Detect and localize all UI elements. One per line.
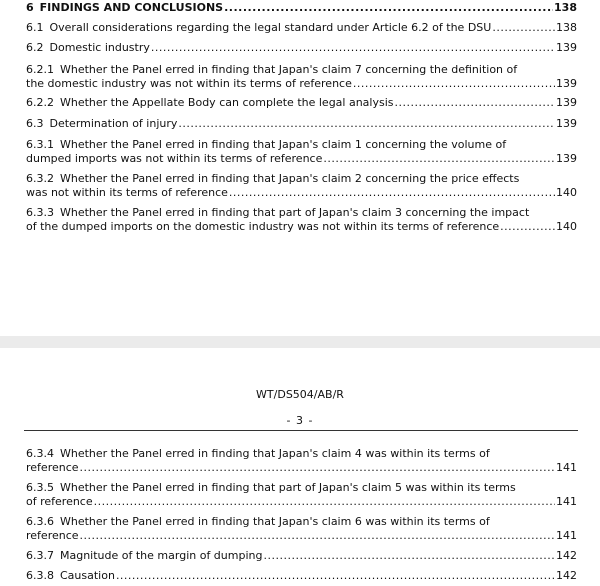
toc-entry[interactable] — [26, 96, 577, 110]
toc-entry[interactable] — [26, 117, 577, 131]
dot-leader — [263, 549, 555, 563]
toc-entry-page: 141 — [556, 495, 577, 508]
toc-entry-title-continued: the domestic industry was not within its terms of reference — [26, 77, 352, 90]
toc-entry-title-continued: reference — [26, 529, 79, 542]
toc-entry-page: 139 — [556, 41, 577, 54]
toc-entry[interactable] — [26, 63, 577, 91]
toc-entry-title: Whether the Panel erred in finding that Japan's claim 1 concerning the volume of — [60, 138, 507, 151]
dot-leader — [94, 495, 555, 509]
toc-entry-page: 138 — [554, 1, 577, 14]
toc-entry-page: 139 — [556, 117, 577, 130]
page-separator — [0, 336, 600, 348]
toc-entry-title: Whether the Panel erred in finding that Japan's claim 7 concerning the definition of — [60, 63, 518, 76]
dot-leader — [178, 117, 555, 131]
toc-entry-number: 6.3.1 — [26, 138, 54, 151]
dot-leader — [80, 529, 555, 543]
toc-entry-title: Whether the Panel erred in finding that Japan's claim 4 was within its terms of — [60, 447, 490, 460]
toc-entry-title-continued: reference — [26, 461, 79, 474]
toc-entry-title: Causation — [60, 569, 115, 582]
toc-entry-title: Determination of injury — [49, 117, 178, 130]
toc-entry-number: 6.3.6 — [26, 515, 54, 528]
toc-entry-title: Domestic industry — [49, 41, 150, 54]
toc-entry-title-continued: dumped imports was not within its terms of reference — [26, 152, 323, 165]
dot-leader — [229, 186, 555, 200]
dot-leader — [323, 152, 555, 166]
toc-entry-number: 6.2 — [26, 41, 44, 54]
toc-entry-page: 141 — [556, 461, 577, 474]
toc-entry[interactable] — [26, 41, 577, 55]
toc-entry-number: 6.3.3 — [26, 206, 54, 219]
toc-entry[interactable] — [26, 172, 577, 200]
toc-entry[interactable] — [26, 515, 577, 543]
toc-entry-number: 6.2.1 — [26, 63, 54, 76]
toc-entry-page: 142 — [556, 569, 577, 582]
toc-entry-number: 6.3.7 — [26, 549, 54, 562]
dot-leader — [500, 220, 555, 234]
toc-entry-number: 6.3.2 — [26, 172, 54, 185]
toc-entry-number: 6.3 — [26, 117, 44, 130]
toc-entry[interactable] — [26, 447, 577, 475]
toc-entry[interactable] — [26, 569, 577, 583]
dot-leader — [395, 96, 555, 110]
toc-entry-title: FINDINGS AND CONCLUSIONS — [39, 1, 224, 14]
dot-leader — [353, 77, 555, 91]
dot-leader — [116, 569, 555, 583]
toc-page-bottom — [0, 348, 600, 586]
page-number: - 3 - — [286, 414, 314, 427]
toc-entry-page: 140 — [556, 186, 577, 199]
toc-entry-page: 142 — [556, 549, 577, 562]
toc-entry-number: 6.1 — [26, 21, 44, 34]
toc-entry[interactable] — [26, 206, 577, 234]
header-rule — [24, 430, 578, 431]
toc-entry-number: 6 — [26, 1, 34, 14]
dot-leader — [224, 1, 553, 15]
dot-leader — [492, 21, 555, 35]
toc-entry-page: 138 — [556, 21, 577, 34]
toc-entry-page: 140 — [556, 220, 577, 233]
document-code: WT/DS504/AB/R — [256, 388, 344, 401]
toc-entry-title: Whether the Panel erred in finding that Japan's claim 6 was within its terms of — [60, 515, 490, 528]
dot-leader — [151, 41, 555, 55]
toc-entry-number: 6.2.2 — [26, 96, 54, 109]
toc-entry-title: Overall considerations regarding the legal standard under Article 6.2 of the DSU — [49, 21, 492, 34]
toc-entry-number: 6.3.5 — [26, 481, 54, 494]
toc-entry-page: 141 — [556, 529, 577, 542]
toc-entry-page: 139 — [556, 96, 577, 109]
toc-entry-title: Whether the Appellate Body can complete the legal analysis — [60, 96, 394, 109]
toc-entry[interactable] — [26, 549, 577, 563]
toc-entry[interactable] — [26, 21, 577, 35]
dot-leader — [80, 461, 555, 475]
toc-entry-title-continued: of the dumped imports on the domestic industry was not within its terms of reference — [26, 220, 500, 233]
toc-entry-number: 6.3.4 — [26, 447, 54, 460]
toc-entry-title-continued: of reference — [26, 495, 93, 508]
toc-entry-title: Whether the Panel erred in finding that part of Japan's claim 3 concerning the impact — [60, 206, 530, 219]
toc-entry-number: 6.3.8 — [26, 569, 54, 582]
toc-entry[interactable] — [26, 138, 577, 166]
toc-entry-page: 139 — [556, 152, 577, 165]
toc-entry-title: Whether the Panel erred in finding that part of Japan's claim 5 was within its terms — [60, 481, 516, 494]
toc-entry[interactable] — [26, 1, 577, 15]
toc-entry-title: Whether the Panel erred in finding that Japan's claim 2 concerning the price effects — [60, 172, 520, 185]
toc-entry[interactable] — [26, 481, 577, 509]
toc-entry-page: 139 — [556, 77, 577, 90]
toc-entry-title-continued: was not within its terms of reference — [26, 186, 228, 199]
toc-entry-title: Magnitude of the margin of dumping — [60, 549, 263, 562]
